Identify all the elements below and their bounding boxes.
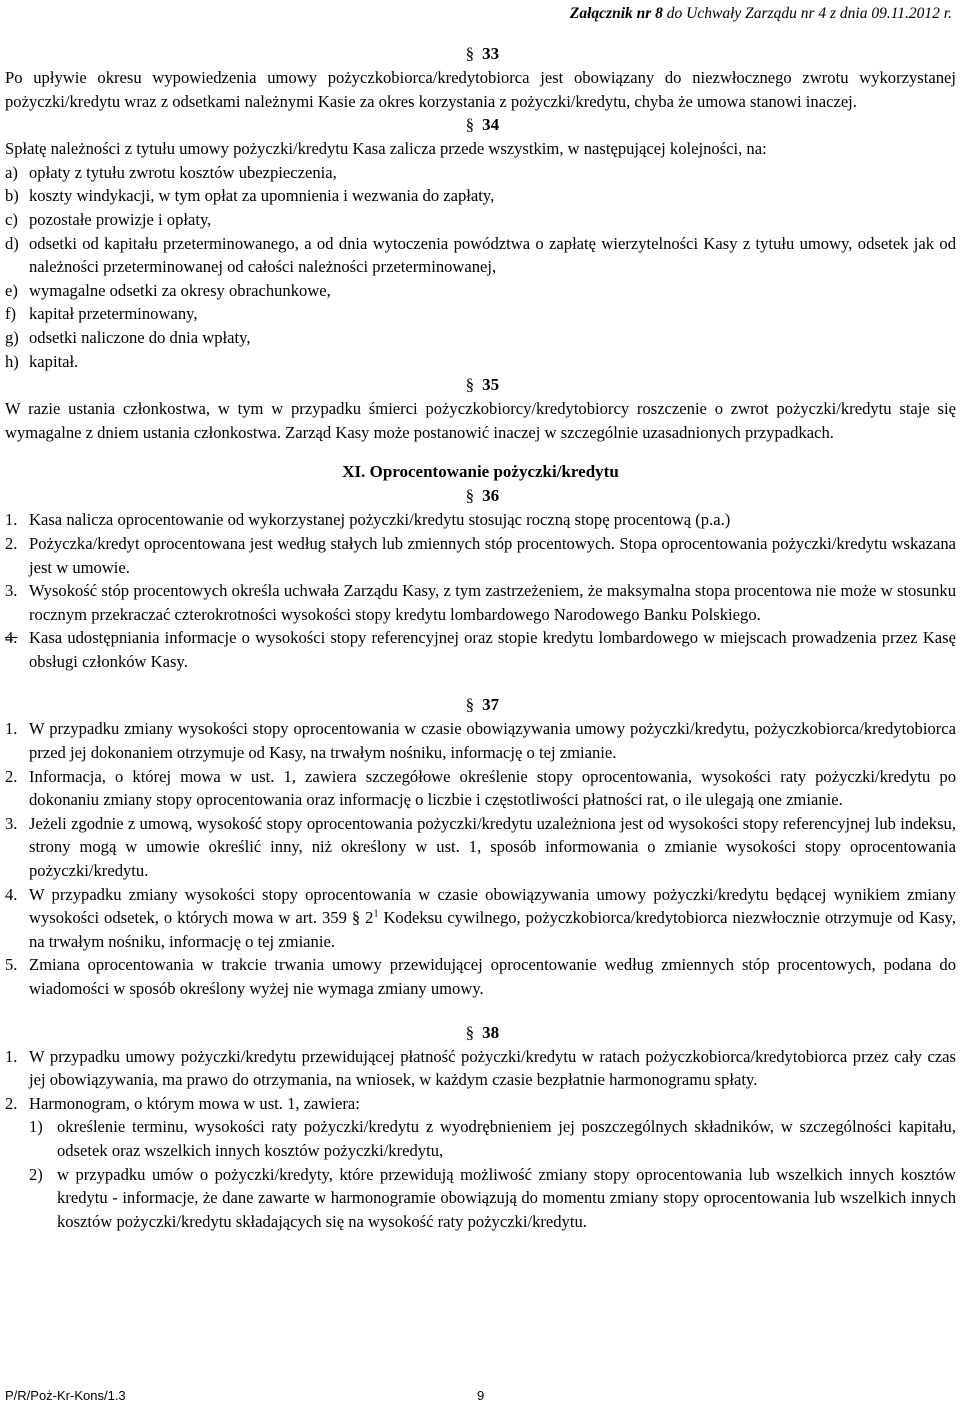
list-item-text: Kasa nalicza oprocentowanie od wykorzystanej pożyczki/kredytu stosując roczną stopę procentową (p.a.): [29, 510, 731, 530]
superscript: 1: [373, 908, 379, 920]
section-35-text: W razie ustania członkostwa, w tym w przypadku śmierci pożyczkobiorcy/kredytobiorcy roszczenie o zwrot pożyczki/kredytu staje się wymagalne z dniem ustania członkostwa. Zarząd Kasy może postanowić inaczej w szczególnie uzasadnionych przypadkach.: [5, 399, 956, 442]
list-item: [5, 279, 956, 303]
list-item: [5, 161, 956, 185]
section-33-text: Po upływie okresu wypowiedzenia umowy pożyczkobiorca/kredytobiorca jest obowiązany do niezwłocznego zwrotu wykorzystanej pożyczki/kredytu wraz z odsetkami należnymi Kasie za okres korzystania z pożyczki/kredytu, chyba że umowa stanowi inaczej.: [5, 68, 956, 111]
section-number: 33: [482, 44, 500, 63]
spacer: [5, 673, 956, 693]
list-marker: c): [5, 209, 18, 229]
sub-list-item: [5, 1163, 956, 1234]
list-item-text: pozostałe prowizje i opłaty,: [29, 209, 212, 229]
list-marker: 4.: [5, 884, 18, 904]
list-item: [5, 232, 956, 279]
list-item-text: Zmiana oprocentowania w trakcie trwania umowy przewidującej oprocentowanie według zmiennych stóp procentowych, podana do wiadomości w sposób określony wyżej nie wymaga zmiany umowy.: [29, 955, 956, 998]
section-symbol: §: [465, 44, 475, 63]
list-item-text: Kasa udostępniania informacje o wysokości stopy referencyjnej oraz stopie kredytu lombardowego w miejscach prowadzenia przez Kasę obsługi członków Kasy.: [29, 628, 956, 671]
page-number: 9: [477, 1388, 485, 1403]
list-marker: 3.: [5, 581, 18, 601]
document-code: P/R/Poż-Kr-Kons/1.3: [5, 1388, 126, 1403]
resolution-date: z dnia 09.11.2012 r.: [829, 5, 952, 22]
list-item: [5, 626, 956, 673]
section-symbol: §: [465, 1022, 475, 1042]
annex-header: [570, 2, 952, 26]
list-marker: 1.: [5, 719, 18, 739]
list-marker: 1.: [5, 510, 18, 530]
list-marker: 3.: [5, 813, 18, 833]
list-item: [5, 717, 956, 764]
section-number: 36: [482, 486, 500, 506]
list-item: [5, 883, 956, 954]
section-heading-38: [5, 1021, 956, 1045]
list-item-text: kapitał przeterminowany,: [29, 304, 198, 324]
list-marker: 2.: [5, 1093, 18, 1113]
section-34-list: [5, 161, 956, 373]
section-symbol: §: [465, 486, 475, 506]
list-item-text: W przypadku zmiany wysokości stopy oprocentowania w czasie obowiązywania umowy pożyczki/kredytu będącej wynikiem zmiany wysokości odsetek, o których mowa w art. 359 § 2: [29, 884, 956, 928]
list-item-text: wymagalne odsetki za okresy obrachunkowe,: [29, 280, 331, 300]
list-marker: 1.: [5, 1046, 18, 1066]
section-heading-33: [5, 42, 956, 66]
list-marker: e): [5, 280, 18, 300]
section-heading-34: [5, 113, 956, 137]
list-marker: g): [5, 327, 19, 347]
list-item: [5, 508, 956, 532]
section-symbol: §: [465, 115, 475, 135]
list-item-text: odsetki naliczone do dnia wpłaty,: [29, 327, 251, 347]
spacer: [5, 1001, 956, 1021]
list-item-text: opłaty z tytułu zwrotu kosztów ubezpieczenia,: [29, 162, 337, 182]
section-number: 34: [482, 115, 500, 135]
list-marker: 2.: [5, 766, 18, 786]
list-item: [5, 812, 956, 883]
list-item: [5, 765, 956, 812]
list-item: [5, 953, 956, 1000]
list-item-text: w przypadku umów o pożyczki/kredyty, które przewidują możliwość zmiany stopy oprocentowania lub wszelkich innych kosztów kredytu - informacje, że dane zawarte w harmonogramie obowiązują do momentu zmiany stopy oprocentowania lub wszelkich innych kosztów pożyczki/kredytu składających się na wysokość raty pożyczki/kredytu.: [57, 1164, 956, 1231]
list-item-text-continued: Kodeksu cywilnego, pożyczkobiorca/kredytobiorca niezwłocznie otrzymuje od Kasy, na trwałym nośniku, informację o tej zmianie.: [29, 908, 956, 951]
list-item-text: Harmonogram, o którym mowa w ust. 1, zawiera:: [29, 1093, 360, 1113]
list-item: [5, 1092, 956, 1116]
list-item-text: Pożyczka/kredyt oprocentowana jest według stałych lub zmiennych stóp procentowych. Stopa oprocentowania pożyczki/kredytu wskazana jest w umowie.: [29, 533, 956, 577]
list-item-text: kapitał.: [29, 351, 79, 371]
list-item: [5, 326, 956, 350]
section-heading-36: [5, 484, 956, 508]
list-item-text: odsetki od kapitału przeterminowanego, a od dnia wytoczenia powództwa o zapłatę wierzytelności Kasy z tytułu umowy, odsetek jak od należności przeterminowanej od całości należności przeterminowanej,: [29, 233, 956, 277]
list-item: [5, 350, 956, 374]
section-heading-35: [5, 373, 956, 397]
list-item-text: Informacja, o której mowa w ust. 1, zawiera szczegółowe określenie stopy oprocentowania, wysokości raty pożyczki/kredytu po dokonaniu zmiany stopy oprocentowania oraz informację o liczbie i częstotliwości płatności rat, o ile ulegają one zmianie.: [29, 766, 956, 810]
list-item: [5, 302, 956, 326]
section-symbol: §: [465, 375, 475, 395]
section-number: 37: [482, 695, 500, 715]
list-marker: 5.: [5, 955, 18, 975]
list-marker: 2.: [5, 533, 18, 553]
list-item-text: W przypadku zmiany wysokości stopy oprocentowania w czasie obowiązywania umowy pożyczki/kredytu, pożyczkobiorca/kredytobiorca przed jej dokonaniem otrzymuje od Kasy, na trwałym nośniku, informację o tej zmianie.: [29, 719, 956, 763]
list-item: [5, 579, 956, 626]
list-item-text: koszty windykacji, w tym opłat za upomnienia i wezwania do zapłaty,: [29, 186, 495, 206]
chapter-title: XI. Oprocentowanie pożyczki/kredytu: [342, 462, 619, 482]
list-item: [5, 208, 956, 232]
list-item-text: Wysokość stóp procentowych określa uchwała Zarządu Kasy, z tym zastrzeżeniem, że maksymalna stopa procentowa nie może w stosunku rocznym przekraczać czterokrotności wysokości stopy kredytu lombardowego Narodowego Banku Polskiego.: [29, 581, 956, 624]
list-item: [5, 532, 956, 579]
list-item: [5, 184, 956, 208]
list-item: [5, 1045, 956, 1092]
list-marker: f): [5, 304, 17, 324]
section-34-intro: Spłatę należności z tytułu umowy pożyczki/kredytu Kasa zalicza przede wszystkim, w następującej kolejności, na:: [5, 139, 767, 159]
list-marker: a): [5, 162, 18, 182]
list-item-text: Jeżeli zgodnie z umową, wysokość stopy oprocentowania pożyczki/kredytu uzależniona jest od wysokości stopy referencyjnej lub indeksu, strony mogą w umowie określić inny, niż określony w ust. 1, sposób informowania o zmianie wysokości stopy oprocentowania pożyczki/kredytu.: [29, 813, 956, 881]
list-marker: 1): [29, 1117, 43, 1137]
list-marker: 2): [29, 1164, 43, 1184]
list-item-text: W przypadku umowy pożyczki/kredytu przewidującej płatność pożyczki/kredytu w ratach pożyczkobiorca/kredytobiorca przez cały czas jej obowiązywania, ma prawo do otrzymania, na wniosek, w każdym czasie bezpłatnie harmonogramu spłaty.: [29, 1046, 956, 1090]
section-heading-37: [5, 693, 956, 717]
list-marker: d): [5, 233, 19, 253]
list-item-text: określenie terminu, wysokości raty pożyczki/kredytu z wyodrębnieniem jej poszczególnych składników, w szczególności kapitału, odsetek oraz wszelkich innych kosztów pożyczki/kredytu,: [57, 1117, 956, 1160]
list-marker: b): [5, 186, 19, 206]
list-marker: h): [5, 351, 19, 371]
annex-label: Załącznik nr 8: [569, 5, 663, 22]
sub-list-item: [5, 1115, 956, 1162]
list-marker: 4.: [5, 628, 18, 648]
section-number: 38: [482, 1022, 500, 1042]
section-number: 35: [482, 375, 500, 395]
resolution-reference: do Uchwały Zarządu nr 4: [666, 5, 827, 22]
section-symbol: §: [465, 695, 475, 715]
document-body: [5, 42, 956, 1233]
